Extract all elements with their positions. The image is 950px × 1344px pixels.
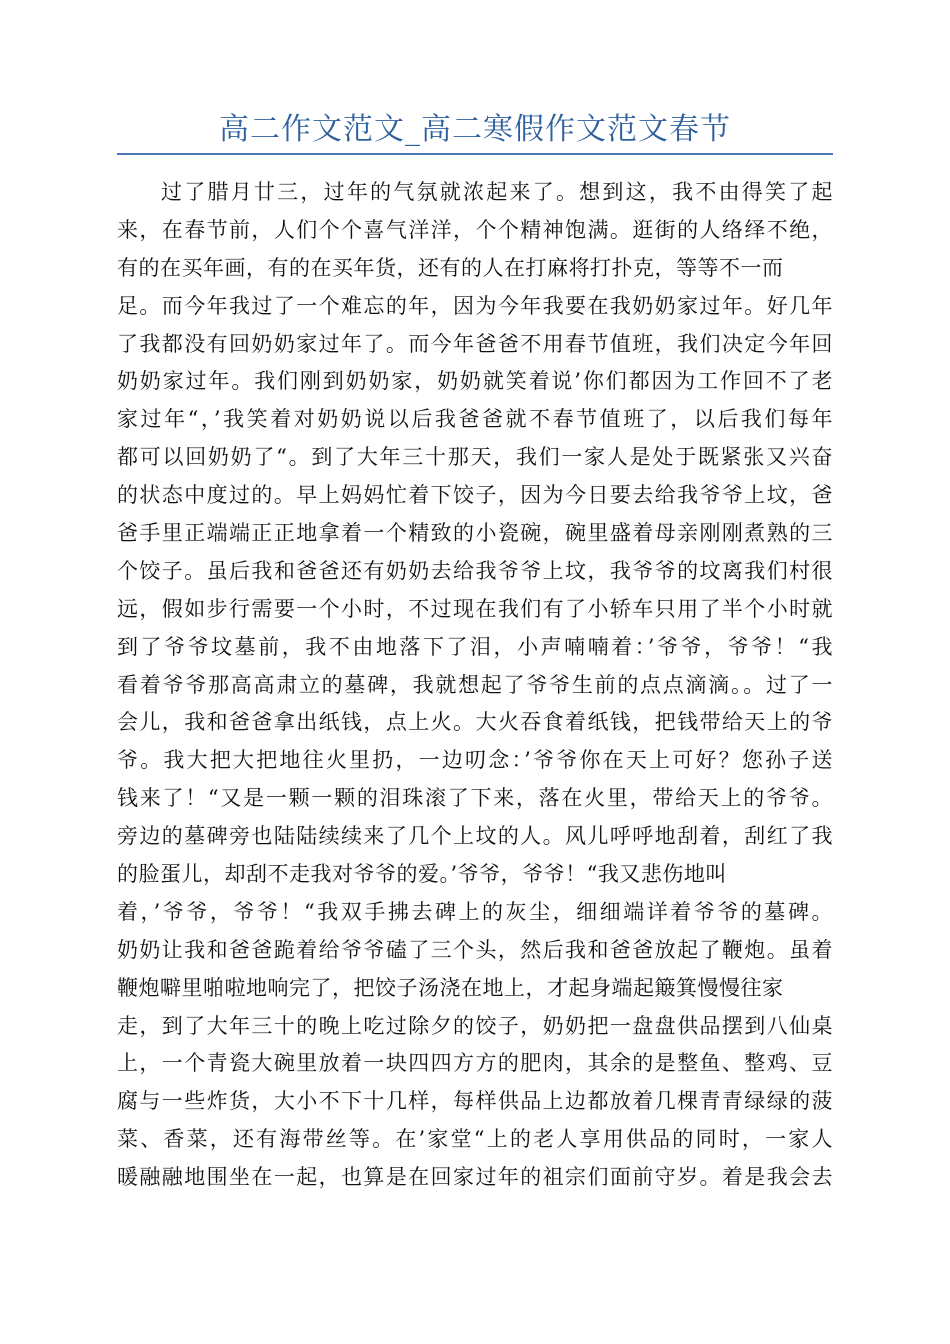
text-line: 菜、香菜，还有海带丝等。在’家堂“上的老人享用供品的同时，一家人 xyxy=(117,1127,833,1152)
text-line: 奶奶家过年。我们刚到奶奶家，奶奶就笑着说’你们都因为工作回不了老 xyxy=(117,369,833,394)
text-line: 的状态中度过的。早上妈妈忙着下饺子，因为今日要去给我爷爷上坟，爸 xyxy=(117,483,833,508)
page-title: 高二作文范文_高二寒假作文范文春节 xyxy=(219,112,731,147)
text-line: 着，’爷爷，爷爷！“我双手拂去碑上的灰尘，细细端详着爷爷的墓碑。 xyxy=(117,899,833,924)
text-line: 有的在买年画，有的在买年货，还有的人在打麻将打扑克，等等不一而 xyxy=(117,255,784,280)
text-line: 过了腊月廿三，过年的气氛就浓起来了。想到这，我不由得笑了起 xyxy=(161,180,833,204)
text-line: 了我都没有回奶奶家过年了。而今年爸爸不用春节值班，我们决定今年回 xyxy=(117,331,833,356)
text-line: 走，到了大年三十的晚上吃过除夕的饺子，奶奶把一盘盘供品摆到八仙桌 xyxy=(117,1013,833,1038)
text-line: 钱来了！“又是一颗一颗的泪珠滚了下来，落在火里，带给天上的爷爷。 xyxy=(117,786,833,811)
text-line: 家过年“，’我笑着对奶奶说以后我爸爸就不春节值班了，以后我们每年 xyxy=(117,407,833,432)
text-line: 到了爷爷坟墓前，我不由地落下了泪，小声喃喃着：’爷爷，爷爷！“我 xyxy=(117,634,833,659)
text-line: 看着爷爷那高高肃立的墓碑，我就想起了爷爷生前的点点滴滴。。过了一 xyxy=(117,672,833,697)
text-line: 爷。我大把大把地往火里扔，一边叨念：’爷爷你在天上可好？您孙子送 xyxy=(117,748,833,773)
text-line: 旁边的墓碑旁也陆陆续续来了几个上坟的人。风儿呼呼地刮着，刮红了我 xyxy=(117,824,833,849)
text-line: 上，一个青瓷大碗里放着一块四四方方的肥肉，其余的是整鱼、整鸡、豆 xyxy=(117,1051,833,1076)
essay-body xyxy=(117,174,833,1197)
text-line: 爸手里正端端正正地拿着一个精致的小瓷碗，碗里盛着母亲刚刚煮熟的三 xyxy=(117,521,833,546)
title-underline xyxy=(117,153,833,155)
text-line: 会儿，我和爸爸拿出纸钱，点上火。大火吞食着纸钱，把钱带给天上的爷 xyxy=(117,710,833,735)
text-line: 远，假如步行需要一个小时，不过现在我们有了小轿车只用了半个小时就 xyxy=(117,596,833,621)
text-line: 足。而今年我过了一个难忘的年，因为今年我要在我奶奶家过年。好几年 xyxy=(117,293,833,318)
text-line: 暖融融地围坐在一起，也算是在回家过年的祖宗们面前守岁。着是我会去 xyxy=(117,1165,833,1190)
text-line: 都可以回奶奶了“。到了大年三十那天，我们一家人是处于既紧张又兴奋 xyxy=(117,445,833,470)
text-line: 的脸蛋儿，却刮不走我对爷爷的爱。’爷爷，爷爷！“我又悲伤地叫 xyxy=(117,862,727,887)
text-line: 个饺子。虽后我和爸爸还有奶奶去给我爷爷上坟，我爷爷的坟离我们村很 xyxy=(117,558,833,583)
text-line: 鞭炮噼里啪啦地响完了，把饺子汤浇在地上，才起身端起簸箕慢慢往家 xyxy=(117,975,784,1000)
text-line: 腐与一些炸货，大小不下十几样，每样供品上边都放着几棵青青绿绿的菠 xyxy=(117,1089,833,1114)
text-line: 奶奶让我和爸爸跪着给爷爷磕了三个头，然后我和爸爸放起了鞭炮。虽着 xyxy=(117,937,833,962)
text-line: 来，在春节前，人们个个喜气洋洋，个个精神饱满。逛街的人络绎不绝， xyxy=(117,217,833,242)
